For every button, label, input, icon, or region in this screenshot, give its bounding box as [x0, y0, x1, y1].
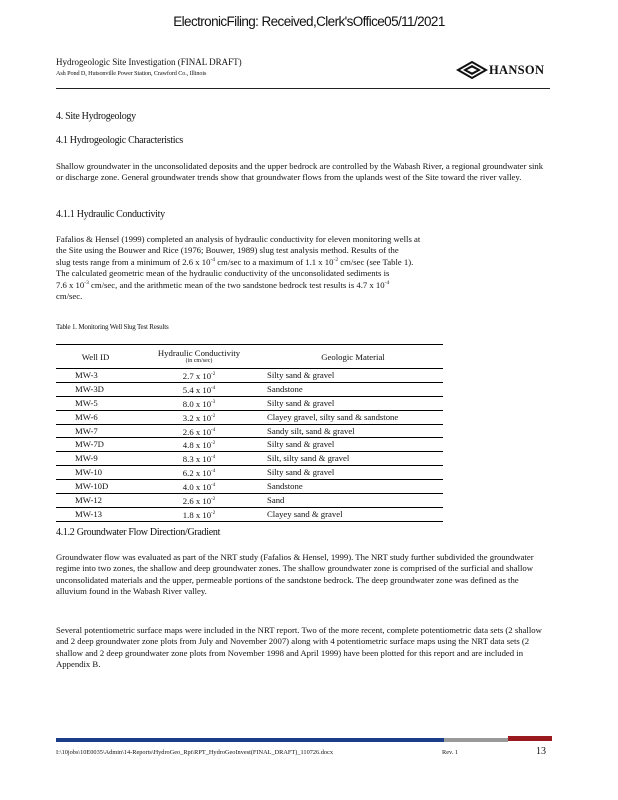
cell-well-id: MW-7D — [56, 438, 135, 452]
section-4-1-heading: 4.1 Hydrogeologic Characteristics — [56, 135, 184, 146]
cell-geologic-material: Silty sand & gravel — [263, 466, 443, 480]
slug-test-table — [56, 344, 443, 522]
cell-hydraulic-conductivity: 2.6 x $10^{-4}$ — [135, 424, 263, 438]
cell-hydraulic-conductivity: 4.0 x $10^{-4}$ — [135, 480, 263, 494]
footer-bar-red — [508, 736, 552, 741]
header-divider — [56, 88, 550, 89]
cell-geologic-material: Sandy silt, sand & gravel — [263, 424, 443, 438]
cell-hydraulic-conductivity: 8.0 x $10^{-3}$ — [135, 396, 263, 410]
cell-hydraulic-conductivity: 6.2 x $10^{-4}$ — [135, 466, 263, 480]
cell-geologic-material: Sandstone — [263, 382, 443, 396]
report-title: Hydrogeologic Site Investigation (FINAL DRAFT) — [56, 57, 242, 67]
table-row — [56, 480, 443, 494]
cell-well-id: MW-3 — [56, 369, 135, 383]
para-line: Fafalios & Hensel (1999) completed an analysis of hydraulic conductivity for eleven monitoring wells at — [56, 234, 421, 244]
col-header-geologic-material: Geologic Material — [263, 345, 443, 369]
cell-hydraulic-conductivity: 5.4 x $10^{-4}$ — [135, 382, 263, 396]
table-row — [56, 396, 443, 410]
cell-well-id: MW-9 — [56, 452, 135, 466]
cell-well-id: MW-13 — [56, 507, 135, 521]
table-row — [56, 410, 443, 424]
cell-geologic-material: Silty sand & gravel — [263, 396, 443, 410]
section-4-1-2-heading: 4.1.2 Groundwater Flow Direction/Gradient — [56, 527, 221, 538]
cell-hydraulic-conductivity: 8.3 x $10^{-4}$ — [135, 452, 263, 466]
cell-well-id: MW-3D — [56, 382, 135, 396]
table-row — [56, 438, 443, 452]
section-4-1-1-heading: 4.1.1 Hydraulic Conductivity — [56, 209, 165, 220]
table-row — [56, 382, 443, 396]
col-header-unit: (in cm/sec) — [185, 358, 213, 364]
electronic-filing-stamp: ElectronicFiling: Received,Clerk'sOffice05/11/2021 — [173, 14, 445, 29]
report-subtitle: Ash Pond D, Hutsonville Power Station, Crawford Co., Illinois — [56, 70, 207, 77]
cell-geologic-material: Silt, silty sand & gravel — [263, 452, 443, 466]
cell-well-id: MW-10 — [56, 466, 135, 480]
table-row — [56, 494, 443, 508]
cell-geologic-material: Clayey sand & gravel — [263, 507, 443, 521]
cell-geologic-material: Silty sand & gravel — [263, 369, 443, 383]
footer-revision: Rev. 1 — [442, 749, 459, 756]
cell-well-id: MW-10D — [56, 480, 135, 494]
table-row — [56, 507, 443, 521]
cell-hydraulic-conductivity: 3.2 x $10^{-2}$ — [135, 410, 263, 424]
section-4-1-2-paragraph-1: Groundwater flow was evaluated as part of the NRT study (Fafalios & Hensel, 1999). The NRT study further subdivided the groundwater regime into two zones, the shallow and deep groundwater zones. The shallow groundwater zone is comprised of the surficial and shallow unconsolidated materials and the upper, permeable portions of the sandstone bedrock. The deep groundwater zone was defined as the alluvium found in the Wabash River valley. — [56, 552, 534, 597]
col-header-hydraulic-conductivity: Hydraulic Conductivity (in cm/sec) — [135, 345, 263, 369]
table-header-row — [56, 345, 443, 369]
table-caption: Table 1. Monitoring Well Slug Test Results — [56, 323, 169, 331]
table-row — [56, 452, 443, 466]
footer-bar-gray — [444, 738, 508, 742]
cell-well-id: MW-5 — [56, 396, 135, 410]
footer-bar-blue — [56, 738, 444, 742]
page-number: 13 — [536, 746, 546, 757]
hanson-logo-icon — [456, 60, 488, 80]
table-row — [56, 424, 443, 438]
cell-geologic-material: Clayey gravel, silty sand & sandstone — [263, 410, 443, 424]
cell-hydraulic-conductivity: 2.6 x $10^{-2}$ — [135, 494, 263, 508]
col-header-well-id: Well ID — [56, 345, 135, 369]
para-line: the Site using the Bouwer and Rice (1976; Bouwer, 1989) slug test analysis method. Results of the — [56, 245, 399, 256]
section-4-1-paragraph: Shallow groundwater in the unconsolidated deposits and the upper bedrock are controlled by the Wabash River, a regional groundwater sink or discharge zone. General groundwater trends show that groundwater flows from the uplands west of the Site toward the river valley. — [56, 161, 544, 183]
hanson-logo — [456, 60, 548, 82]
cell-geologic-material: Silty sand & gravel — [263, 438, 443, 452]
para-line: slug tests range from a minimum of 2.6 x $10^{-4}$ cm/sec to a maximum of 1.1 x $10^{-2}$ cm/sec (see Table 1). — [56, 256, 414, 267]
cell-geologic-material: Sand — [263, 494, 443, 508]
section-4-1-1-paragraph — [56, 234, 550, 302]
section-4-heading: 4. Site Hydrogeology — [56, 111, 136, 122]
cell-hydraulic-conductivity: 4.8 x $10^{-2}$ — [135, 438, 263, 452]
para-line: 7.6 x $10^{-3}$ cm/sec, and the arithmetic mean of the two sandstone bedrock test results is 4.7 x $10^{-4}$ — [56, 279, 390, 290]
cell-well-id: MW-12 — [56, 494, 135, 508]
cell-geologic-material: Sandstone — [263, 480, 443, 494]
para-line: cm/sec. — [56, 291, 83, 302]
hanson-logo-text: HANSON — [489, 63, 545, 77]
cell-hydraulic-conductivity: 1.8 x $10^{-2}$ — [135, 507, 263, 521]
para-line: The calculated geometric mean of the hydraulic conductivity of the unconsolidated sediments is — [56, 268, 390, 279]
table-row — [56, 466, 443, 480]
footer-file-path: I:\10jobs\10E0035\Admin\14-Reports\HydroGeo_Rpt\RPT_HydroGeoInvest(FINAL_DRAFT)_110726.docx — [56, 749, 333, 756]
cell-hydraulic-conductivity: 2.7 x $10^{-2}$ — [135, 369, 263, 383]
cell-well-id: MW-6 — [56, 410, 135, 424]
table-row — [56, 369, 443, 383]
section-4-1-2-paragraph-2: Several potentiometric surface maps were included in the NRT report. Two of the more recent, complete potentiometric data sets (2 shallow and 2 deep groundwater zone plots from July and November 2007) along with 4 potentiometric surface maps using the NRT data sets (2 shallow and 2 deep groundwater zone plots from November 1998 and April 1999) have been plotted for this report and are included in Appendix B. — [56, 625, 542, 670]
cell-well-id: MW-7 — [56, 424, 135, 438]
